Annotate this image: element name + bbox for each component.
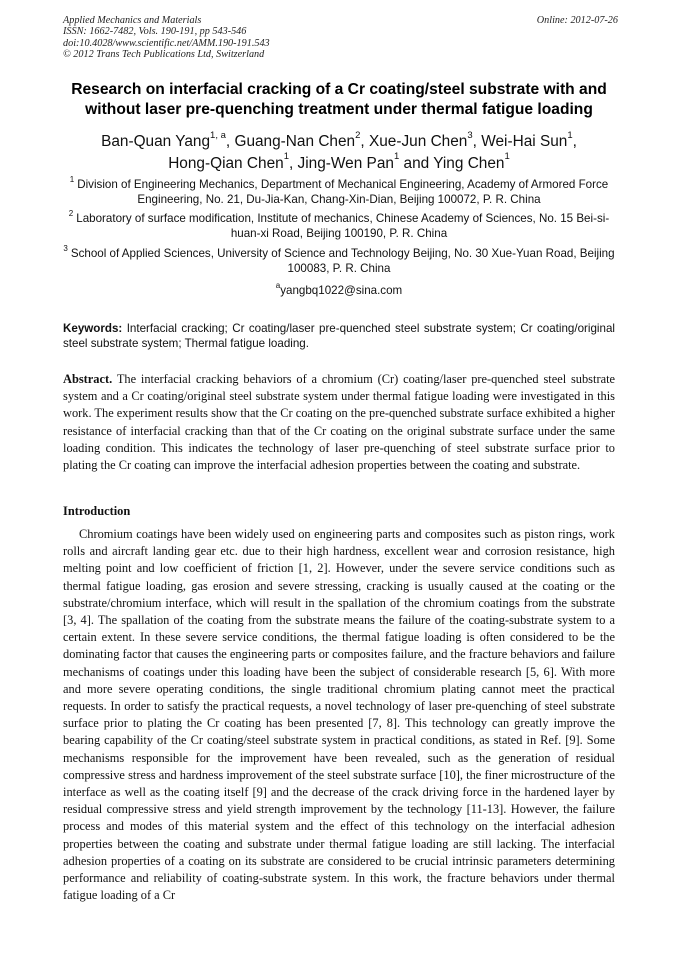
doi-line: doi:10.4028/www.scientific.net/AMM.190-191.543 xyxy=(63,37,270,49)
issn-line: ISSN: 1662-7482, Vols. 190-191, pp 543-546 xyxy=(63,26,247,38)
author: Jing-Wen Pan$^1$ and xyxy=(297,151,434,172)
affiliation-2: $^2$ Laboratory of surface modification, Institute of mechanics, Chinese Academy of Sciences, No. 15 Bei-si-huan-xi Road, Beijing 100190, P. R. China xyxy=(68,209,610,241)
copyright-line: © 2012 Trans Tech Publications Ltd, Switzerland xyxy=(63,49,265,61)
affiliation-1: $^1$ Division of Engineering Mechanics, Department of Mechanical Engineering, Academy of Armored Force Engineering, No. 21, Du-Jia-Kan, Chang-Xin-Dian, Beijing 100072, P. R. China xyxy=(69,175,609,207)
author: Guang-Nan Chen$^2$, xyxy=(234,129,369,150)
keywords-label: Keywords: xyxy=(63,322,123,335)
author: Ying Chen$^1$ xyxy=(433,151,510,172)
affiliation-3: $^3$ School of Applied Sciences, University of Science and Technology Beijing, No. 30 Xue-Yuan Road, Beijing 100083, P. R. China xyxy=(63,244,615,276)
abstract xyxy=(63,371,615,474)
keywords-text: Interfacial cracking; Cr coating/laser pre-quenched steel substrate system; Cr coating/original steel substrate system; Thermal fatigue loading. xyxy=(63,322,615,350)
abstract-label: Abstract. xyxy=(63,372,113,386)
author: Ban-Quan Yang$^{1, a}$, xyxy=(101,129,235,150)
keywords xyxy=(63,321,615,351)
introduction-paragraph: Chromium coatings have been widely used on engineering parts and composites such as piston rings, work rolls and aircraft landing gear etc. due to their high hardness, excellent wear and corrosion resistance, high melting point and low coefficient of friction [1, 2]. However, under the severe service conditions such as thermal fatigue loading, gas erosion and severe stressing, cracking is usually caused at the coating or the substrate/chromium interface, which will result in the spallation of the chromium coatings from the substrate [3, 4]. The spallation of the coating from the substrate means the failure of the coating-substrate system to a certain extent. In these severe service conditions, the thermal fatigue loading is often considered to be the dominating factor that causes the engineering parts or composites failure, and the fracture behaviors and failure mechanisms of coatings under this loading have been the subject of considerable research [5, 6]. With more and more severe operating conditions, the single traditional chromium plating cannot meet the practical requests. In order to satisfy the practical requests, a novel technology of laser pre-quenching of steel substrate surface prior to plating the Cr coating has been presented [7, 8]. This technology can greatly improve the bearing capability of the Cr coating/steel substrate system in practical conditions, as stated in Ref. [9]. Some mechanisms responsible for the improvement have been revealed, such as the generation of residual compressive stress and hardness improvement of the steel substrate surface [10], the finer microstructure of the interface as well as the coating itself [9] and the decrease of the crack driving force in the hardened layer by residual compressive stress and yield strength improvement by the technology [11-13]. However, the failure process and modes of this material system and the effect of this technology on the interfacial adhesion properties between the coating and substrate under thermal fatigue loading are still lacking. The interfacial adhesion properties of a coating on its substrate are considered to be crucial intrinsic parameters determining performance and reliability of coating-substrate system. In this work, the fracture behaviors under thermal fatigue loading of a Cr xyxy=(63,527,615,903)
author: Xue-Jun Chen$^3$, xyxy=(368,129,482,150)
author: Wei-Hai Sun$^1$, xyxy=(481,129,577,150)
publication-header xyxy=(63,15,618,61)
author: Hong-Qian Chen$^1$, xyxy=(168,151,298,172)
abstract-text: The interfacial cracking behaviors of a chromium (Cr) coating/laser pre-quenched steel substrate system and a Cr coating/original steel substrate system under thermal fatigue loading were investigated in this work. The experiment results show that the Cr coating on the pre-quenched substrate surface exhibited a higher resistance of interfacial cracking than that of the Cr coating on the original substrate surface under the same loading condition. This indicates the technology of laser pre-quenching of steel substrate surface prior to plating the Cr coating can improve the interfacial adhesion properties between the coating and substrate. xyxy=(63,372,616,473)
section-heading-introduction: Introduction xyxy=(63,504,131,518)
paper-title: Research on interfacial cracking of a Cr coating/steel substrate with and without laser pre-quenching treatment under thermal fatigue loading xyxy=(71,81,607,118)
online-date: Online: 2012-07-26 xyxy=(536,15,618,26)
corresponding-email: $^a$yangbq1022@sina.com xyxy=(275,281,403,297)
author-list xyxy=(60,131,618,174)
journal-name: Applied Mechanics and Materials xyxy=(63,15,202,26)
